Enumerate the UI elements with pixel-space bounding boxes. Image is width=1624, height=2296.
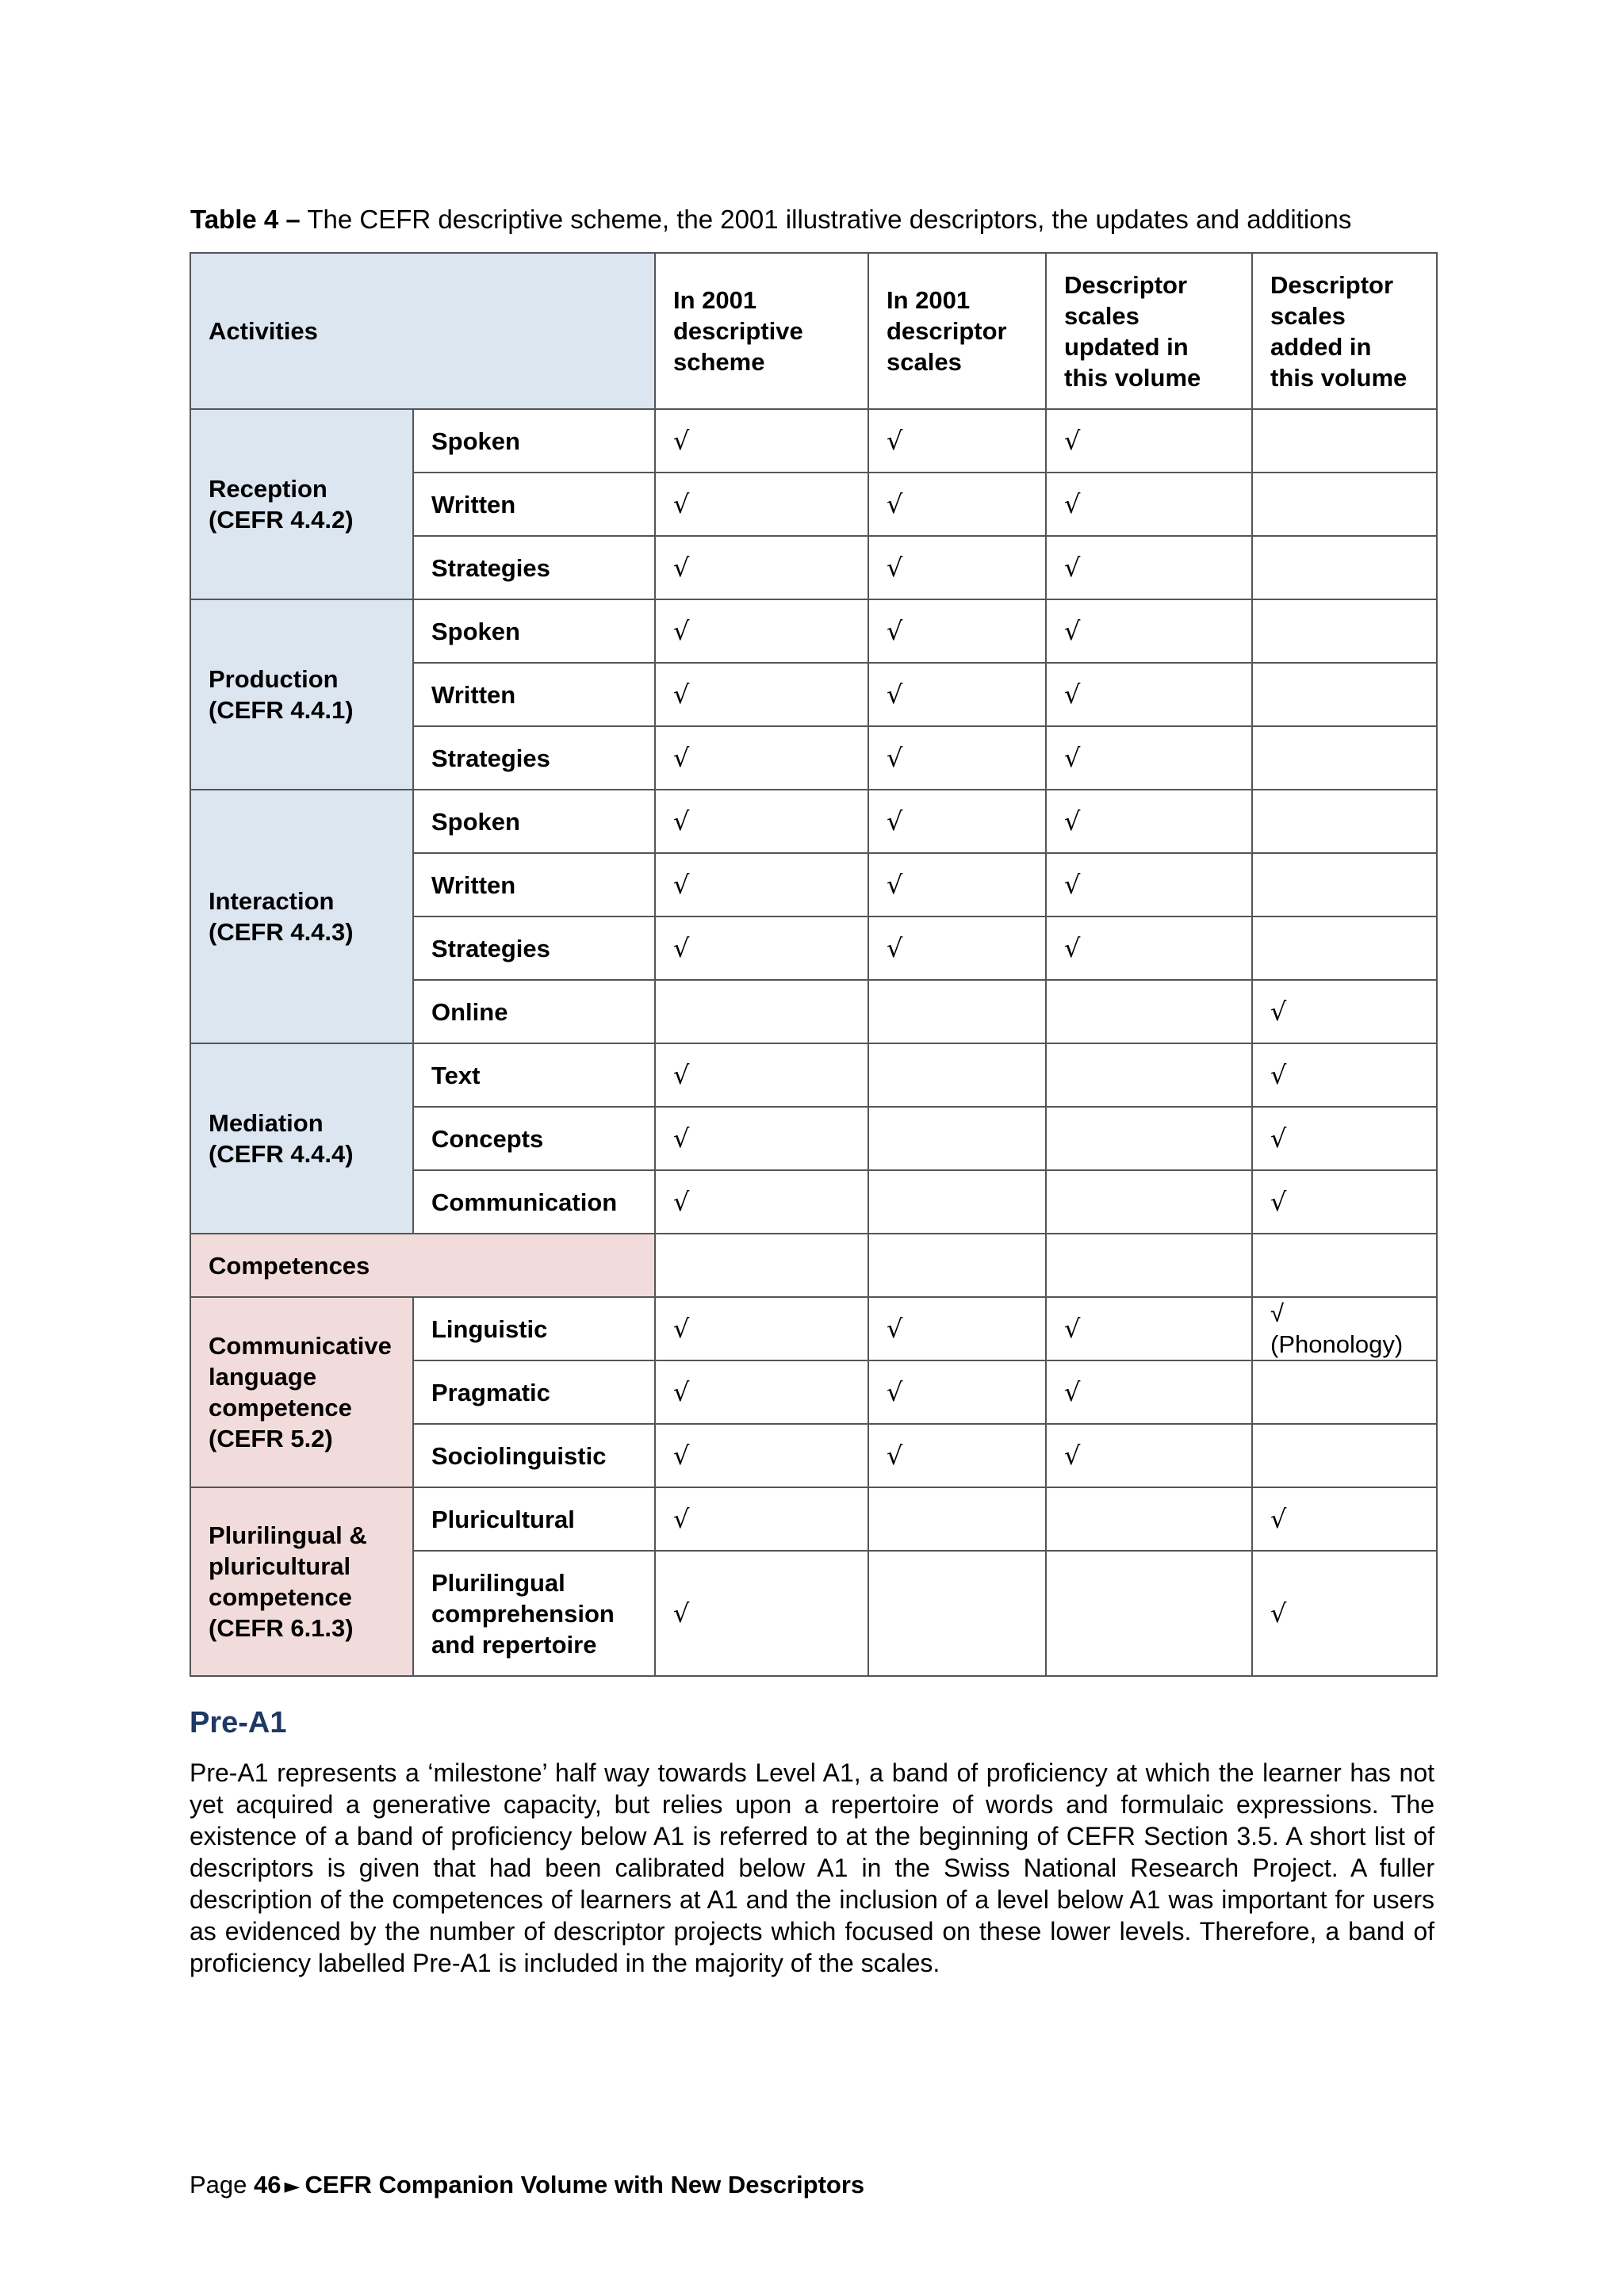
check-cell: √	[868, 916, 1046, 980]
check-cell: √	[655, 599, 868, 663]
row-label: Concepts	[413, 1107, 655, 1170]
row-label: Strategies	[413, 536, 655, 599]
check-cell	[1252, 726, 1437, 790]
check-cell: √	[1252, 1107, 1437, 1170]
empty-cell	[655, 1234, 868, 1297]
row-label: Strategies	[413, 916, 655, 980]
check-cell-phonology: √ (Phonology)	[1252, 1297, 1437, 1360]
row-label: Spoken	[413, 599, 655, 663]
check-cell: √	[1046, 916, 1252, 980]
check-cell	[1252, 536, 1437, 599]
footer-page-label: Page	[190, 2171, 247, 2198]
header-scales-updated: Descriptor scales updated in this volume	[1046, 253, 1252, 409]
check-cell	[1252, 1360, 1437, 1424]
group-label-production: Production (CEFR 4.4.1)	[190, 599, 413, 790]
check-cell	[1046, 1487, 1252, 1551]
check-cell: √	[868, 409, 1046, 473]
check-cell	[868, 980, 1046, 1043]
check-cell	[1046, 1107, 1252, 1170]
check-cell: √	[1046, 536, 1252, 599]
check-cell: √	[655, 916, 868, 980]
check-cell: √	[655, 1424, 868, 1487]
row-label: Linguistic	[413, 1297, 655, 1360]
table-caption-label: Table 4 –	[190, 205, 301, 234]
check-cell	[868, 1551, 1046, 1676]
check-cell: √	[1046, 790, 1252, 853]
section-heading-pre-a1: Pre-A1	[190, 1706, 287, 1739]
check-cell	[1252, 916, 1437, 980]
check-cell: √	[655, 726, 868, 790]
row-label: Pluricultural	[413, 1487, 655, 1551]
check-cell: √	[655, 1360, 868, 1424]
check-cell	[1252, 790, 1437, 853]
group-label-reception: Reception (CEFR 4.4.2)	[190, 409, 413, 599]
group-label-mediation: Mediation (CEFR 4.4.4)	[190, 1043, 413, 1234]
check-cell	[868, 1107, 1046, 1170]
check-cell: √	[1046, 473, 1252, 536]
row-label: Sociolinguistic	[413, 1424, 655, 1487]
table-caption	[190, 204, 1475, 235]
group-label-competences: Competences	[190, 1234, 655, 1297]
check-cell	[1252, 663, 1437, 726]
footer-title: CEFR Companion Volume with New Descriptors	[304, 2171, 865, 2198]
check-cell	[1252, 409, 1437, 473]
check-cell: √	[868, 853, 1046, 916]
row-label: Communication	[413, 1170, 655, 1234]
check-cell: √	[868, 1297, 1046, 1360]
check-cell	[1252, 1424, 1437, 1487]
table-header-row	[190, 253, 1437, 409]
check-cell: √	[1046, 1360, 1252, 1424]
group-label-plurilingual: Plurilingual & pluricultural competence (CEFR 6.1.3)	[190, 1487, 413, 1676]
check-cell: √	[868, 663, 1046, 726]
check-cell: √	[655, 1297, 868, 1360]
check-cell	[1046, 1551, 1252, 1676]
table-caption-text: The CEFR descriptive scheme, the 2001 illustrative descriptors, the updates and additions	[300, 205, 1352, 234]
table-row	[190, 409, 1437, 473]
check-cell: √	[868, 599, 1046, 663]
empty-cell	[1046, 1234, 1252, 1297]
cefr-scheme-table	[190, 252, 1438, 1677]
row-label: Written	[413, 853, 655, 916]
header-in-2001-scheme: In 2001 descriptive scheme	[655, 253, 868, 409]
check-cell	[1046, 980, 1252, 1043]
footer-page-number: 46	[254, 2171, 282, 2198]
check-cell: √	[1252, 980, 1437, 1043]
check-cell: √	[868, 726, 1046, 790]
check-cell: √	[655, 1043, 868, 1107]
check-cell	[868, 1487, 1046, 1551]
table-row	[190, 790, 1437, 853]
check-cell: √	[655, 1487, 868, 1551]
row-label: Spoken	[413, 409, 655, 473]
check-cell: √	[1252, 1487, 1437, 1551]
empty-cell	[1252, 1234, 1437, 1297]
check-cell: √	[1046, 599, 1252, 663]
check-cell: √	[655, 663, 868, 726]
check-cell: √	[1252, 1551, 1437, 1676]
check-cell: √	[868, 790, 1046, 853]
check-cell: √	[655, 853, 868, 916]
check-cell	[655, 980, 868, 1043]
row-label: Online	[413, 980, 655, 1043]
check-cell	[868, 1043, 1046, 1107]
check-cell: √	[655, 536, 868, 599]
check-cell	[1046, 1043, 1252, 1107]
check-cell	[868, 1170, 1046, 1234]
check-cell	[1252, 599, 1437, 663]
check-cell: √	[655, 1551, 868, 1676]
check-cell	[1252, 473, 1437, 536]
empty-cell	[868, 1234, 1046, 1297]
check-cell	[1252, 853, 1437, 916]
group-label-interaction: Interaction (CEFR 4.4.3)	[190, 790, 413, 1043]
arrow-right-icon: ►	[284, 2175, 301, 2198]
table-row	[190, 1297, 1437, 1360]
competences-row	[190, 1234, 1437, 1297]
check-cell: √	[868, 1424, 1046, 1487]
check-cell: √	[868, 473, 1046, 536]
check-cell: √	[655, 1107, 868, 1170]
row-label: Written	[413, 473, 655, 536]
check-cell: √	[655, 409, 868, 473]
header-scales-added: Descriptor scales added in this volume	[1252, 253, 1437, 409]
check-cell: √	[868, 1360, 1046, 1424]
row-label: Spoken	[413, 790, 655, 853]
check-cell	[1046, 1170, 1252, 1234]
check-cell: √	[1046, 663, 1252, 726]
row-label: Plurilingual comprehension and repertoire	[413, 1551, 655, 1676]
table-row	[190, 1487, 1437, 1551]
check-cell: √	[1046, 1297, 1252, 1360]
check-cell: √	[1252, 1043, 1437, 1107]
check-cell: √	[1046, 1424, 1252, 1487]
row-label: Pragmatic	[413, 1360, 655, 1424]
table-row	[190, 1043, 1437, 1107]
check-cell: √	[1046, 726, 1252, 790]
header-in-2001-scales: In 2001 descriptor scales	[868, 253, 1046, 409]
table-row	[190, 599, 1437, 663]
check-cell: √	[655, 790, 868, 853]
header-activities: Activities	[190, 253, 655, 409]
row-label: Written	[413, 663, 655, 726]
check-cell: √	[655, 473, 868, 536]
page-footer	[190, 2171, 864, 2199]
check-cell: √	[1046, 853, 1252, 916]
row-label: Text	[413, 1043, 655, 1107]
group-label-communicative: Communicative language competence (CEFR 5.2)	[190, 1297, 413, 1487]
row-label: Strategies	[413, 726, 655, 790]
check-cell: √	[1046, 409, 1252, 473]
check-cell: √	[868, 536, 1046, 599]
check-cell: √	[1252, 1170, 1437, 1234]
pre-a1-paragraph: Pre-A1 represents a ‘milestone’ half way towards Level A1, a band of proficiency at which the learner has not yet acquired a generative capacity, but relies upon a repertoire of words and formulaic expressions. The existence of a band of proficiency below A1 is referred to at the beginning of CEFR Section 3.5. A short list of descriptors is given that had been calibrated below A1 in the Swiss National Research Project. A fuller description of the competences of learners at A1 and the inclusion of a level below A1 was important for users as evidenced by the number of descriptor projects which focused on these lower levels. Therefore, a band of proficiency labelled Pre-A1 is included in the majority of the scales.	[190, 1758, 1434, 1977]
check-cell: √	[655, 1170, 868, 1234]
